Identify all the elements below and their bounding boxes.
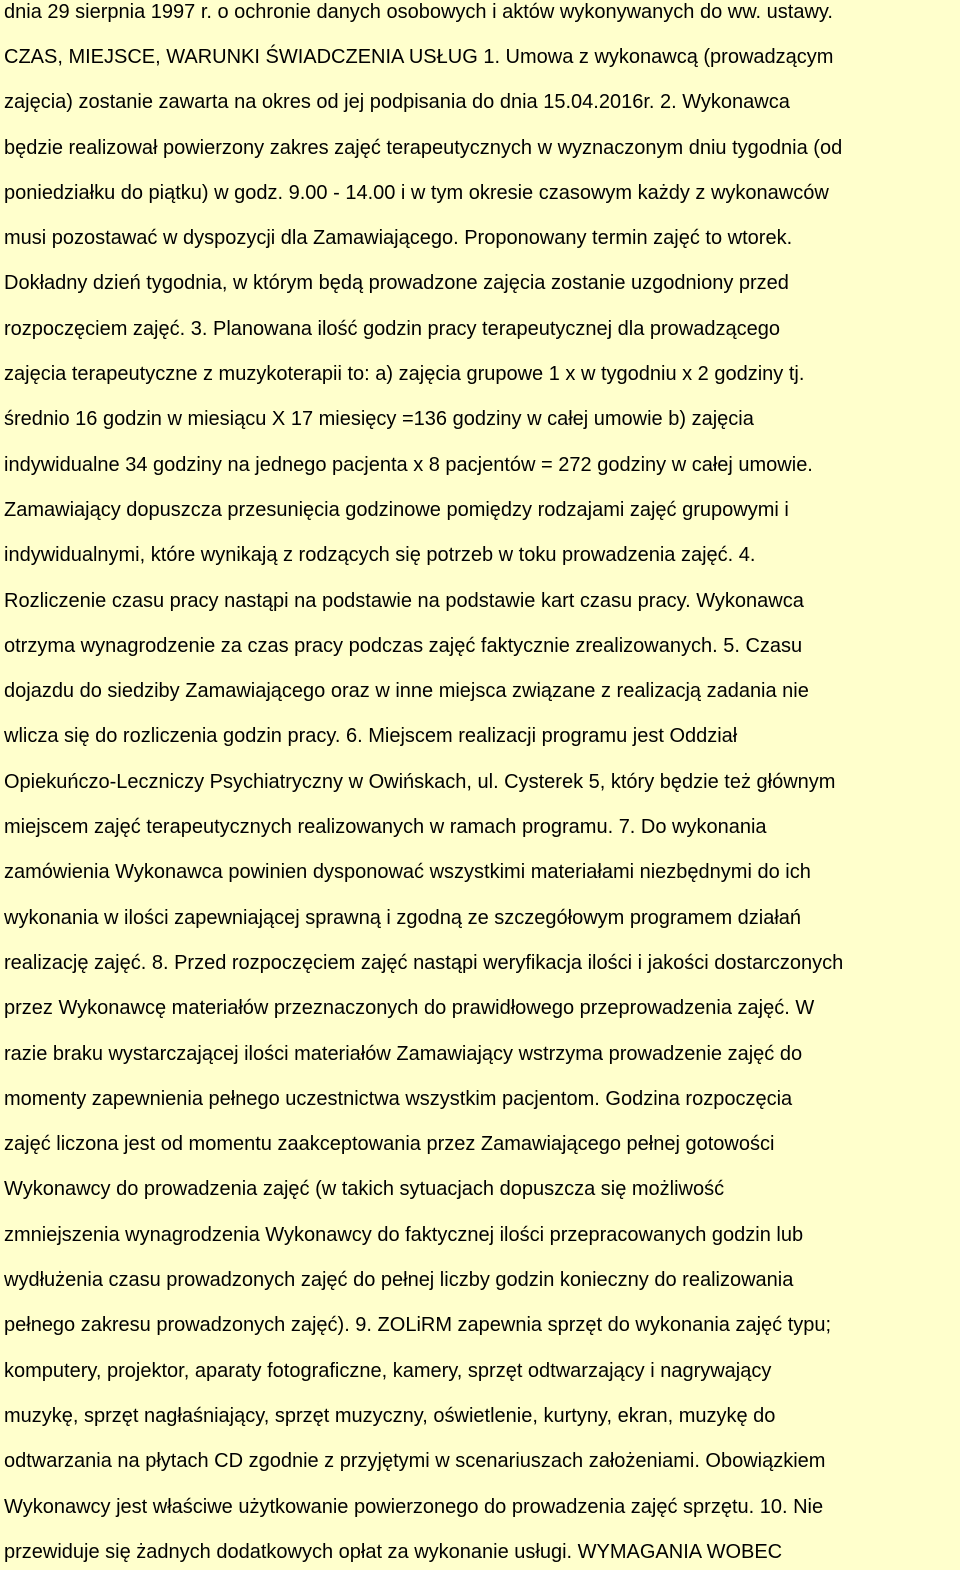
text-line: miejscem zajęć terapeutycznych realizowanych w ramach programu. 7. Do wykonania	[4, 816, 767, 838]
text-line: realizację zajęć. 8. Przed rozpoczęciem zajęć nastąpi weryfikacja ilości i jakości dostarczonych	[4, 952, 844, 974]
text-line: rozpoczęciem zajęć. 3. Planowana ilość godzin pracy terapeutycznej dla prowadzącego	[4, 318, 780, 340]
text-line: poniedziałku do piątku) w godz. 9.00 - 14.00 i w tym okresie czasowym każdy z wykonawców	[4, 182, 829, 204]
text-line: Wykonawcy jest właściwe użytkowanie powierzonego do prowadzenia zajęć sprzętu. 10. Nie	[4, 1496, 824, 1518]
text-line: wlicza się do rozliczenia godzin pracy. 6. Miejscem realizacji programu jest Oddział	[4, 725, 738, 747]
text-line: CZAS, MIEJSCE, WARUNKI ŚWIADCZENIA USŁUG 1. Umowa z wykonawcą (prowadzącym	[4, 46, 834, 68]
text-line: zamówienia Wykonawca powinien dysponować wszystkimi materiałami niezbędnymi do ich	[4, 861, 811, 883]
text-line: zajęcia) zostanie zawarta na okres od jej podpisania do dnia 15.04.2016r. 2. Wykonawca	[4, 91, 790, 113]
text-line: wykonania w ilości zapewniającej sprawną i zgodną ze szczegółowym programem działań	[4, 907, 802, 929]
text-line: razie braku wystarczającej ilości materiałów Zamawiający wstrzyma prowadzenie zajęć do	[4, 1043, 803, 1065]
text-line: Zamawiający dopuszcza przesunięcia godzinowe pomiędzy rodzajami zajęć grupowymi i	[4, 499, 789, 521]
text-line: średnio 16 godzin w miesiącu X 17 miesięcy =136 godziny w całej umowie b) zajęcia	[4, 408, 754, 430]
text-line: dojazdu do siedziby Zamawiającego oraz w inne miejsca związane z realizacją zadania nie	[4, 680, 809, 702]
text-line: wydłużenia czasu prowadzonych zajęć do pełnej liczby godzin konieczny do realizowania	[4, 1269, 794, 1291]
text-line: momenty zapewnienia pełnego uczestnictwa wszystkim pacjentom. Godzina rozpoczęcia	[4, 1088, 793, 1110]
text-line: Opiekuńczo-Leczniczy Psychiatryczny w Owińskach, ul. Cysterek 5, który będzie też głównym	[4, 771, 836, 793]
text-line: indywidualnymi, które wynikają z rodzących się potrzeb w toku prowadzenia zajęć. 4.	[4, 544, 756, 566]
text-line: Wykonawcy do prowadzenia zajęć (w takich sytuacjach dopuszcza się możliwość	[4, 1178, 725, 1200]
text-line: indywidualne 34 godziny na jednego pacjenta x 8 pacjentów = 272 godziny w całej umowie.	[4, 454, 813, 476]
text-line: przez Wykonawcę materiałów przeznaczonych do prawidłowego przeprowadzenia zajęć. W	[4, 997, 815, 1019]
text-line: muzykę, sprzęt nagłaśniający, sprzęt muzyczny, oświetlenie, kurtyny, ekran, muzykę do	[4, 1405, 776, 1427]
text-line: zajęć liczona jest od momentu zaakceptowania przez Zamawiającego pełnej gotowości	[4, 1133, 775, 1155]
text-line: musi pozostawać w dyspozycji dla Zamawiającego. Proponowany termin zajęć to wtorek.	[4, 227, 793, 249]
text-line: przewiduje się żadnych dodatkowych opłat za wykonanie usługi. WYMAGANIA WOBEC	[4, 1541, 783, 1563]
text-line: zmniejszenia wynagrodzenia Wykonawcy do faktycznej ilości przepracowanych godzin lub	[4, 1224, 804, 1246]
text-line: Rozliczenie czasu pracy nastąpi na podstawie na podstawie kart czasu pracy. Wykonawca	[4, 590, 804, 612]
text-line: odtwarzania na płytach CD zgodnie z przyjętymi w scenariuszach założeniami. Obowiązkiem	[4, 1450, 826, 1472]
text-line: zajęcia terapeutyczne z muzykoterapii to: a) zajęcia grupowe 1 x w tygodniu x 2 godziny tj.	[4, 363, 805, 385]
text-line: pełnego zakresu prowadzonych zajęć). 9. ZOLiRM zapewnia sprzęt do wykonania zajęć typu;	[4, 1314, 832, 1336]
text-line: otrzyma wynagrodzenie za czas pracy podczas zajęć faktycznie zrealizowanych. 5. Czasu	[4, 635, 803, 657]
text-line: dnia 29 sierpnia 1997 r. o ochronie danych osobowych i aktów wykonywanych do ww. ustawy.	[4, 1, 833, 23]
text-line: komputery, projektor, aparaty fotograficzne, kamery, sprzęt odtwarzający i nagrywający	[4, 1360, 772, 1382]
text-line: Dokładny dzień tygodnia, w którym będą prowadzone zajęcia zostanie uzgodniony przed	[4, 272, 789, 294]
text-line: będzie realizował powierzony zakres zajęć terapeutycznych w wyznaczonym dniu tygodnia (od	[4, 137, 843, 159]
